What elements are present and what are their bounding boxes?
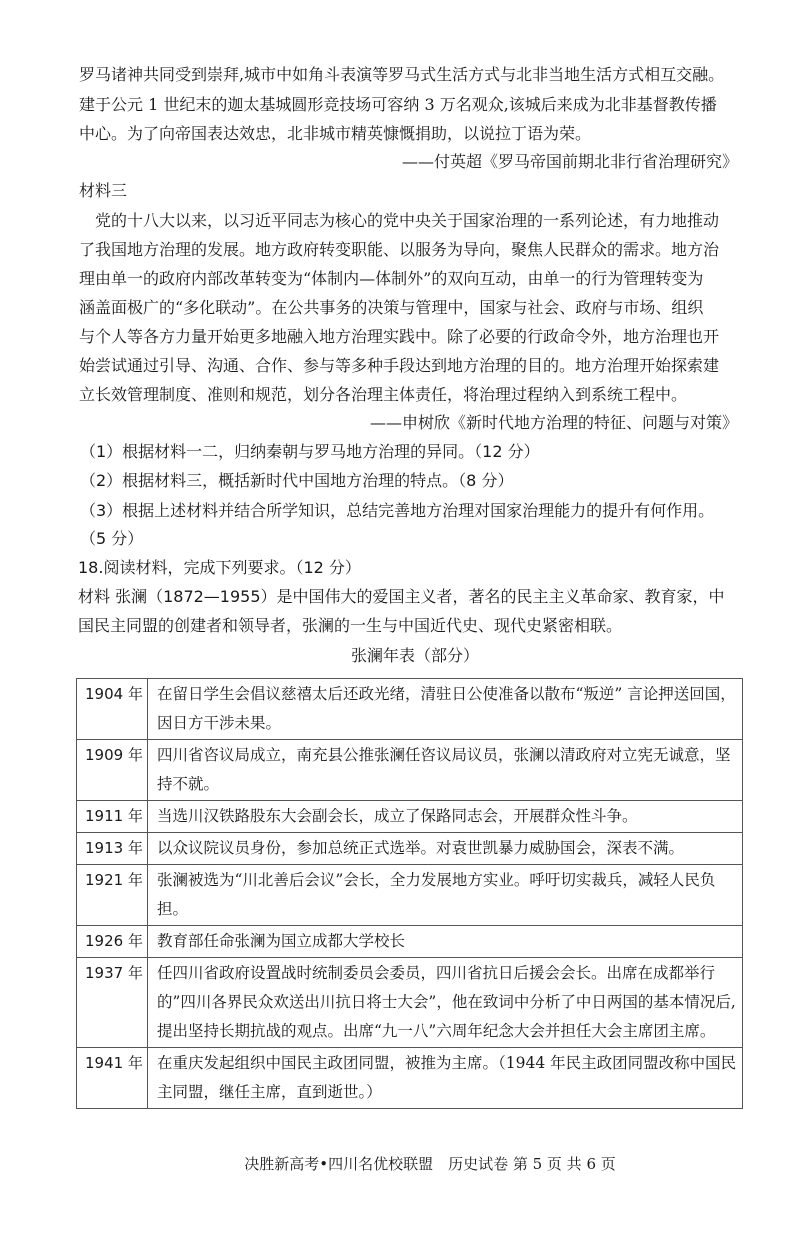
- question-2: （2）根据材料三，概括新时代中国地方治理的特点。（8 分）: [80, 471, 514, 490]
- citation: ——申树欣《新时代地方治理的特征、问题与对策》: [369, 413, 738, 432]
- table-row: [77, 1048, 743, 1109]
- paragraph-line: 与个人等各方力量开始更多地融入地方治理实践中。除了必要的行政命令外，地方治理也开: [79, 327, 720, 346]
- year-cell: 1904 年: [77, 679, 148, 740]
- event-cell: 教育部任命张澜为国立成都大学校长: [148, 926, 743, 958]
- citation: ——付英超《罗马帝国前期北非行省治理研究》: [401, 152, 738, 171]
- table-row: [77, 679, 743, 740]
- table-row: [77, 740, 743, 801]
- year-cell: 1941 年: [77, 1048, 148, 1109]
- question-3-score: （5 分）: [80, 529, 144, 548]
- material-line: 国民主同盟的创建者和领导者，张澜的一生与中国近代史、现代史紧密相联。: [78, 616, 623, 635]
- paragraph-line: 立长效管理制度、准则和规范，划分各治理主体责任，将治理过程纳入到系统工程中。: [79, 385, 688, 404]
- paragraph-line: 始尝试通过引导、沟通、合作、参与等多种手段达到地方治理的目的。地方治理开始探索建: [79, 356, 720, 375]
- zhang-lan-chronology-table: [76, 678, 743, 1109]
- year-cell: 1937 年: [77, 958, 148, 1048]
- question-18-title: 18.阅读材料，完成下列要求。（12 分）: [78, 558, 361, 577]
- event-cell: 当选川汉铁路股东大会副会长，成立了保路同志会，开展群众性斗争。: [148, 801, 743, 833]
- paragraph-line: 了我国地方治理的发展。地方政府转变职能、以服务为导向，聚焦人民群众的需求。地方治: [79, 240, 720, 259]
- table-row: [77, 801, 743, 833]
- table-row: [77, 958, 743, 1048]
- table-row: [77, 865, 743, 926]
- year-cell: 1913 年: [77, 833, 148, 865]
- year-cell: 1921 年: [77, 865, 148, 926]
- paragraph-line: 建于公元 1 世纪末的迦太基城圆形竞技场可容纳 3 万名观众,该城后来成为北非基督教传播: [79, 95, 717, 114]
- table-row: [77, 833, 743, 865]
- event-cell: 以众议院议员身份，参加总统正式选举。对袁世凯暴力威胁国会，深表不满。: [148, 833, 743, 865]
- year-cell: 1926 年: [77, 926, 148, 958]
- paragraph-line: 理由单一的政府内部改革转变为“体制内—体制外”的双向互动，由单一的行为管理转变为: [79, 269, 704, 288]
- event-cell: 任四川省政府设置战时统制委员会委员，四川省抗日后援会会长。出席在成都举行的”四川各界民众欢送出川抗日将士大会”，他在致词中分析了中日两国的基本情况后,提出坚持长期抗战的观点。出席“九一八”六周年纪念大会并担任大会主席团主席。: [148, 958, 743, 1048]
- event-cell: 在重庆发起组织中国民主政团同盟，被推为主席。（1944 年民主政团同盟改称中国民主同盟，继任主席，直到逝世。）: [148, 1048, 743, 1109]
- paragraph-line: 党的十八大以来，以习近平同志为核心的党中央关于国家治理的一系列论述，有力地推动: [95, 211, 720, 230]
- table-title: 张澜年表（部分）: [350, 646, 479, 665]
- year-cell: 1911 年: [77, 801, 148, 833]
- event-cell: 四川省咨议局成立，南充县公推张澜任咨议局议员，张澜以清政府对立宪无诚意，坚持不就。: [148, 740, 743, 801]
- paragraph-line: 罗马诸神共同受到崇拜,城市中如角斗表演等罗马式生活方式与北非当地生活方式相互交融。: [79, 65, 725, 84]
- material-heading: 材料三: [79, 181, 128, 200]
- material-line: 材料 张澜（1872—1955）是中国伟大的爱国主义者，著名的民主主义革命家、教育家，中: [78, 587, 725, 606]
- page-footer: 决胜新高考•四川名优校联盟 历史试卷 第 5 页 共 6 页: [244, 1155, 616, 1173]
- question-3: （3）根据上述材料并结合所学知识，总结完善地方治理对国家治理能力的提升有何作用。: [80, 501, 715, 520]
- year-cell: 1909 年: [77, 740, 148, 801]
- paragraph-line: 中心。为了向帝国表达效忠，北非城市精英慷慨捐助，以说拉丁语为荣。: [79, 124, 592, 143]
- event-cell: 在留日学生会倡议慈禧太后还政光绪，清驻日公使准备以散布“叛逆” 言论押送回国，因日方干涉未果。: [148, 679, 743, 740]
- question-1: （1）根据材料一二，归纳秦朝与罗马地方治理的异同。（12 分）: [80, 442, 540, 461]
- paragraph-line: 涵盖面极广的“多化联动”。在公共事务的决策与管理中，国家与社会、政府与市场、组织: [79, 298, 704, 317]
- table-row: [77, 926, 743, 958]
- event-cell: 张澜被选为“川北善后会议”会长，全力发展地方实业。呼吁切实裁兵，减轻人民负担。: [148, 865, 743, 926]
